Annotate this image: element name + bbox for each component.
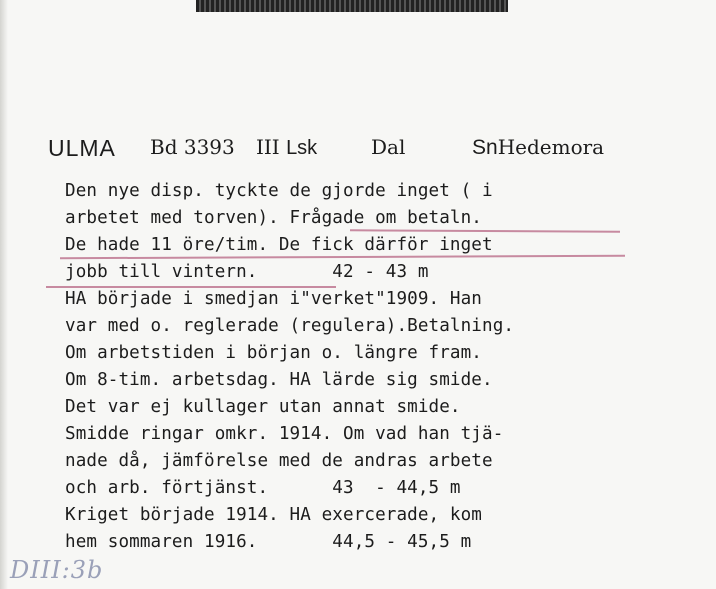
note-line: Om arbetstiden i början o. längre fram. (65, 343, 483, 363)
parish-abbr: Sn (472, 136, 498, 159)
note-line: Den nye disp. tyckte de gjorde inget ( i (65, 181, 493, 201)
county-abbr: Lsk (286, 137, 318, 159)
record-number: III (256, 135, 280, 159)
record-and-county (256, 135, 317, 160)
note-line: De hade 11 öre/tim. De fick därför inget (65, 235, 493, 255)
volume-number: Bd 3393 (150, 135, 235, 159)
typed-notes (65, 178, 665, 556)
scan-edge-bar (196, 0, 508, 12)
archive-code: ULMA (48, 135, 116, 161)
card-left-edge (0, 0, 8, 589)
note-line: Smidde ringar omkr. 1914. Om vad han tjä- (65, 424, 504, 444)
note-line: och arb. förtjänst. 43 - 44,5 m (65, 478, 461, 498)
parish-field (472, 135, 604, 160)
note-line: arbetet med torven). Frågade om betaln. (65, 208, 483, 228)
note-line: Om 8-tim. arbetsdag. HA lärde sig smide. (65, 370, 493, 390)
region-name: Dal (371, 135, 406, 159)
note-line: jobb till vintern. 42 - 43 m (65, 262, 429, 282)
note-line: var med o. reglerade (regulera).Betalning. (65, 316, 515, 336)
note-line: Kriget började 1914. HA exercerade, kom (65, 505, 483, 525)
parish-name: Hedemora (497, 135, 605, 159)
pen-underline (46, 286, 336, 288)
note-line: hem sommaren 1916. 44,5 - 45,5 m (65, 532, 472, 552)
note-line: Det var ej kullager utan annat smide. (65, 397, 461, 417)
note-line: nade då, jämförelse med de andras arbete (65, 451, 493, 471)
card-header (48, 135, 688, 169)
handwritten-shelfmark: DIII:3b (10, 556, 104, 584)
note-line: HA började i smedjan i"verket"1909. Han (65, 289, 483, 309)
